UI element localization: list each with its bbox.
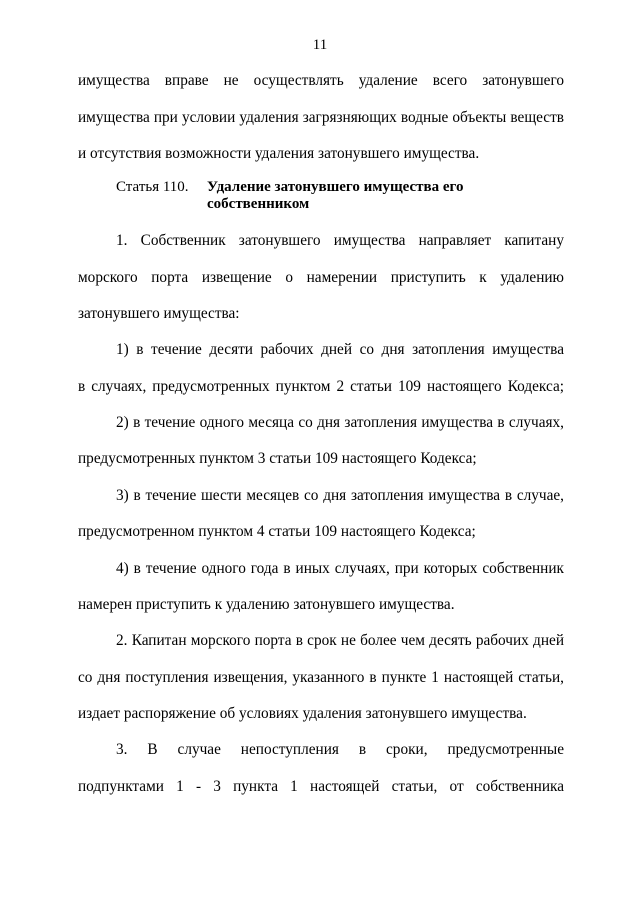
- text-line: затонувшего имущества:: [78, 305, 240, 322]
- text-line: морского порта извещение о намерении приступить к удалению: [78, 269, 564, 286]
- article-title-line2: собственником: [207, 196, 310, 212]
- text-line: 1) в течение десяти рабочих дней со дня затопления имущества: [116, 341, 564, 358]
- text-line: 1. Собственник затонувшего имущества направляет капитану: [116, 232, 564, 249]
- text-line: и отсутствия возможности удаления затонувшего имущества.: [78, 145, 480, 162]
- text-line: намерен приступить к удалению затонувшего имущества.: [78, 596, 455, 613]
- text-line: имущества при условии удаления загрязняющих водные объекты веществ: [78, 109, 564, 126]
- text-line: предусмотренных пунктом 3 статьи 109 настоящего Кодекса;: [78, 450, 477, 467]
- text-line: 3) в течение шести месяцев со дня затопления имущества в случае,: [116, 487, 564, 504]
- text-line: со дня поступления извещения, указанного в пункте 1 настоящей статьи,: [78, 669, 564, 686]
- article-label: Статья 110.: [116, 179, 189, 195]
- text-line: имущества вправе не осуществлять удаление всего затонувшего: [78, 72, 564, 89]
- text-line: в случаях, предусмотренных пунктом 2 статьи 109 настоящего Кодекса;: [78, 378, 564, 395]
- page-number: 11: [312, 37, 328, 53]
- text-line: 2) в течение одного месяца со дня затопления имущества в случаях,: [116, 414, 564, 431]
- text-line: подпунктами 1 - 3 пункта 1 настоящей статьи, от собственника: [78, 778, 564, 795]
- article-title-line1: Удаление затонувшего имущества его: [207, 179, 464, 195]
- text-line: 2. Капитан морского порта в срок не более чем десять рабочих дней: [116, 632, 564, 649]
- text-line: предусмотренном пунктом 4 статьи 109 настоящего Кодекса;: [78, 523, 476, 540]
- text-line: 4) в течение одного года в иных случаях, при которых собственник: [116, 560, 564, 577]
- text-line: 3. В случае непоступления в сроки, предусмотренные: [116, 741, 564, 758]
- text-line: издает распоряжение об условиях удаления затонувшего имущества.: [78, 705, 527, 722]
